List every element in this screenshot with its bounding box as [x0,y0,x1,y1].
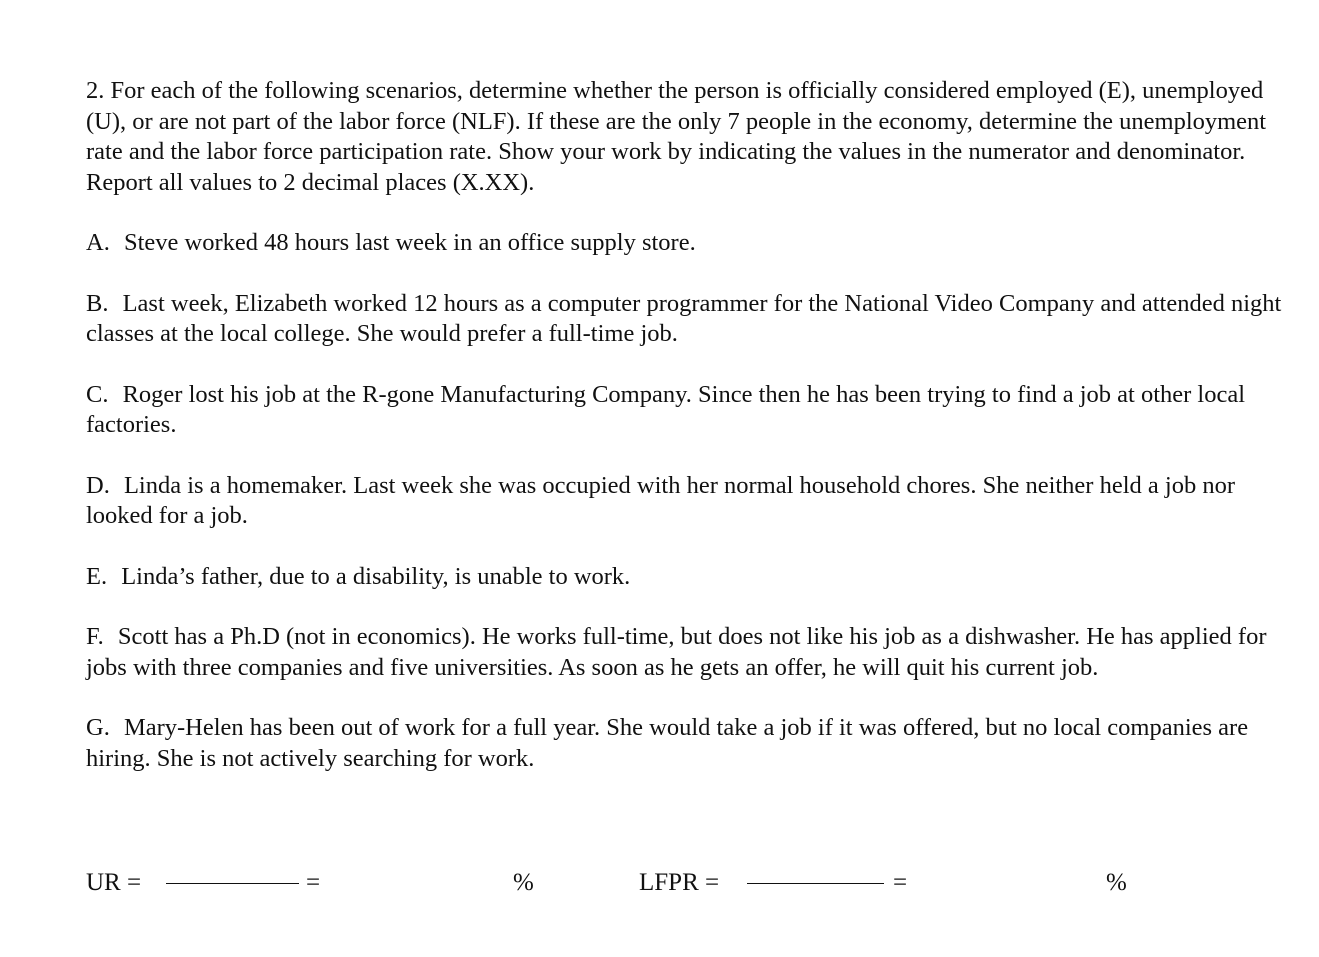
scenario-c [86,380,1286,441]
scenario-label: C. [86,380,109,408]
scenario-d [86,471,1286,532]
question-intro: 2. For each of the following scenarios, determine whether the person is officially considered employed (E), unemployed (U), or are not part of the labor force (NLF). If these are the only 7 people in the economy, determine the unemployment rate and the labor force participation rate. Show your work by indicating the values in the numerator and denominator. Report all values to 2 decimal places (X.XX). [86,77,1267,196]
scenario-text: Steve worked 48 hours last week in an office supply store. [123,229,696,256]
scenario-label: F. [86,623,104,650]
scenario-e [86,562,1286,593]
scenario-text: Mary-Helen has been out of work for a full year. She would take a job if it was offered, but no local companies are hiring. She is not actively searching for work. [86,714,1249,772]
scenario-a [86,228,1286,259]
lfpr-fraction-line [747,883,884,884]
question-block [86,76,1286,804]
lfpr-equals: = [893,869,908,896]
scenario-label: E. [86,562,108,590]
formula-row [0,866,1319,902]
ur-fraction-line [166,883,299,884]
scenario-f [86,622,1286,683]
scenario-label: A. [86,229,110,256]
scenario-text: Roger lost his job at the R-gone Manufacturing Company. Since then he has been trying to find a job at other local factories. [86,380,1246,438]
lfpr-label: LFPR = [639,869,720,896]
scenario-text: Scott has a Ph.D (not in economics). He works full-time, but does not like his job as a dishwasher. He has applied for jobs with three companies and five universities. As soon as he gets an offer, he will quit his current job. [86,623,1267,681]
ur-percent: % [513,869,534,896]
lfpr-percent: % [1106,869,1127,896]
scenario-label: B. [86,289,109,317]
scenario-g [86,713,1286,774]
scenario-label: D. [86,471,110,499]
scenario-b [86,289,1286,350]
ur-label: UR = [86,869,142,896]
scenario-label: G. [86,714,110,741]
ur-equals: = [306,869,321,896]
scenario-text: Linda is a homemaker. Last week she was occupied with her normal household chores. She neither held a job nor looked for a job. [86,471,1235,529]
scenario-text: Linda’s father, due to a disability, is unable to work. [121,562,631,590]
scenario-text: Last week, Elizabeth worked 12 hours as a computer programmer for the National Video Company and attended night classes at the local college. She would prefer a full-time job. [86,289,1282,347]
